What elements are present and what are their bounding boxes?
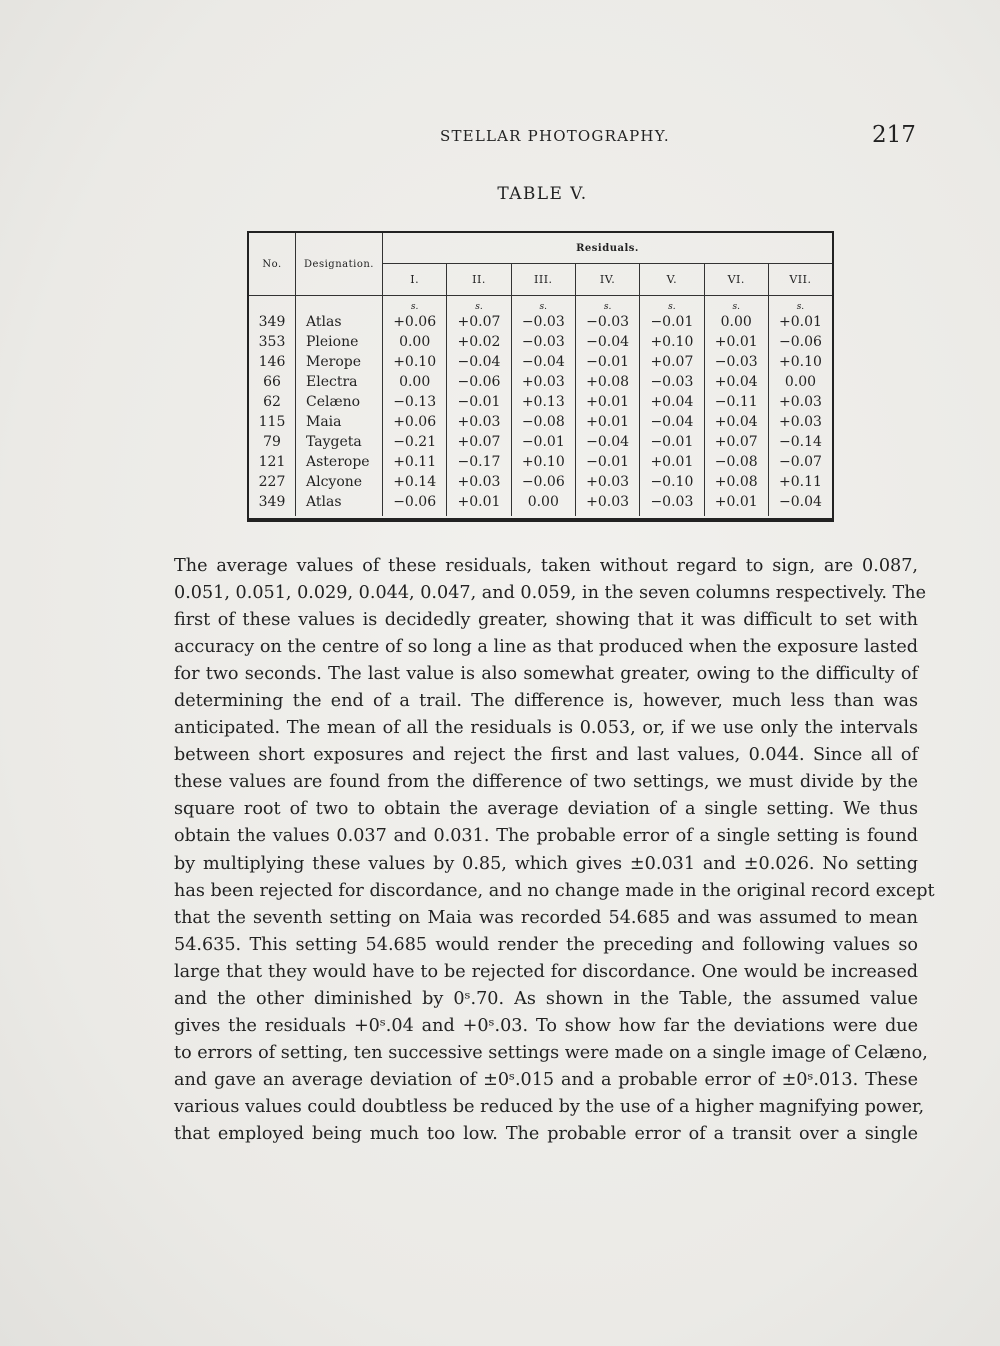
residual-value: −0.01 xyxy=(640,312,704,332)
residual-value: +0.03 xyxy=(575,472,639,492)
padding-cell xyxy=(249,512,296,516)
unit-row xyxy=(249,296,832,313)
residual-value: −0.01 xyxy=(447,392,511,412)
star-number: 146 xyxy=(249,352,296,372)
unit-label: s. xyxy=(383,296,447,313)
star-number: 349 xyxy=(249,492,296,512)
residual-value: +0.06 xyxy=(383,412,447,432)
unit-label: s. xyxy=(704,296,768,313)
residual-value: −0.01 xyxy=(575,352,639,372)
star-number: 79 xyxy=(249,432,296,452)
star-designation: Merope xyxy=(296,352,383,372)
text-line: first of these values is decidedly greater, showing that it was difficult to set with xyxy=(174,610,918,631)
text-line: for two seconds. The last value is also somewhat greater, owing to the difficulty of xyxy=(174,664,918,685)
residual-value: +0.02 xyxy=(447,332,511,352)
residual-value: +0.07 xyxy=(447,312,511,332)
text-line: 0.051, 0.051, 0.029, 0.044, 0.047, and 0.059, in the seven columns respectively. The xyxy=(174,583,927,604)
residual-value: +0.11 xyxy=(383,452,447,472)
residual-value: +0.10 xyxy=(640,332,704,352)
residual-value: 0.00 xyxy=(704,312,768,332)
residual-value: −0.04 xyxy=(575,332,639,352)
residual-value: 0.00 xyxy=(511,492,575,512)
running-title: STELLAR PHOTOGRAPHY. xyxy=(440,127,670,145)
residual-value: +0.03 xyxy=(447,472,511,492)
residual-value: −0.06 xyxy=(511,472,575,492)
unit-label: s. xyxy=(796,302,805,312)
text-line: by multiplying these values by 0.85, which gives ±0.031 and ±0.026. No setting xyxy=(174,853,918,874)
text-line: anticipated. The mean of all the residuals is 0.053, or, if we use only the intervals xyxy=(174,718,918,739)
residual-value: −0.04 xyxy=(575,432,639,452)
star-number: 115 xyxy=(249,412,296,432)
residual-value: −0.07 xyxy=(778,454,822,470)
residual-value: +0.07 xyxy=(704,432,768,452)
header-col-2: II. xyxy=(447,264,511,296)
star-number: 121 xyxy=(249,452,296,472)
text-line: and gave an average deviation of ±0ˢ.015 and a probable error of ±0ˢ.013. These xyxy=(174,1069,918,1090)
residual-value: +0.01 xyxy=(447,492,511,512)
text-line: various values could doubtless be reduced by the use of a higher magnifying power, xyxy=(174,1096,925,1117)
residual-value: +0.06 xyxy=(383,312,447,332)
table-row xyxy=(249,492,832,512)
star-designation: Alcyone xyxy=(296,472,383,492)
residual-value: +0.08 xyxy=(575,372,639,392)
text-line: that employed being much too low. The probable error of a transit over a single xyxy=(174,1123,918,1144)
text-line: obtain the values 0.037 and 0.031. The probable error of a single setting is found xyxy=(174,826,918,847)
header-col-3: III. xyxy=(511,264,575,296)
residual-value: +0.03 xyxy=(778,394,822,410)
table-row xyxy=(249,352,832,372)
star-designation: Electra xyxy=(296,372,383,392)
text-line: that the seventh setting on Maia was recorded 54.685 and was assumed to mean xyxy=(174,907,918,928)
residual-value: −0.04 xyxy=(447,352,511,372)
star-designation: Asterope xyxy=(296,452,383,472)
table-bottom-padding xyxy=(249,512,832,516)
residual-value: −0.01 xyxy=(640,432,704,452)
header-col-6: VI. xyxy=(704,264,768,296)
residual-value: −0.08 xyxy=(704,452,768,472)
text-line: to errors of setting, ten successive settings were made on a single image of Celæno, xyxy=(174,1042,928,1063)
unit-label: s. xyxy=(447,296,511,313)
residual-value: −0.03 xyxy=(575,312,639,332)
residuals-table-frame xyxy=(247,231,834,522)
padding-cell xyxy=(575,512,639,516)
residual-value: +0.04 xyxy=(704,412,768,432)
text-line: has been rejected for discordance, and no change made in the original record except xyxy=(174,880,935,901)
star-designation: Atlas xyxy=(296,312,383,332)
padding-cell xyxy=(296,512,383,516)
residual-value: 0.00 xyxy=(383,372,447,392)
residual-value: +0.07 xyxy=(640,352,704,372)
table-row xyxy=(249,392,832,412)
residual-value: +0.01 xyxy=(778,314,822,330)
text-line: gives the residuals +0ˢ.04 and +0ˢ.03. To show how far the deviations were due xyxy=(174,1015,918,1036)
residual-value: −0.11 xyxy=(704,392,768,412)
residual-value: −0.14 xyxy=(778,434,822,450)
star-designation: Maia xyxy=(296,412,383,432)
residual-value: +0.11 xyxy=(778,474,822,490)
residual-value: −0.03 xyxy=(511,332,575,352)
text-line: 54.635. This setting 54.685 would render the preceding and following values so xyxy=(174,934,918,955)
residual-value: +0.10 xyxy=(778,354,822,370)
residual-value: +0.01 xyxy=(704,492,768,512)
text-line: large that they would have to be rejected for discordance. One would be increased xyxy=(174,961,918,982)
residual-value: −0.03 xyxy=(640,492,704,512)
table-row xyxy=(249,372,832,392)
header-col-5: V. xyxy=(640,264,704,296)
residual-value: −0.08 xyxy=(511,412,575,432)
text-line: accuracy on the centre of so long a line as that produced when the exposure lasted xyxy=(174,637,918,658)
unit-label: s. xyxy=(640,296,704,313)
header-residuals: Residuals. xyxy=(383,233,833,264)
residual-value: +0.10 xyxy=(383,352,447,372)
residual-value: −0.06 xyxy=(447,372,511,392)
residual-value: +0.01 xyxy=(575,412,639,432)
residual-value: −0.10 xyxy=(640,472,704,492)
residual-value: −0.03 xyxy=(640,372,704,392)
residual-value: 0.00 xyxy=(383,332,447,352)
star-designation: Taygeta xyxy=(296,432,383,452)
residual-value: +0.01 xyxy=(640,452,704,472)
page-number: 217 xyxy=(872,122,916,148)
table-title: TABLE V. xyxy=(497,184,588,204)
unit-label: s. xyxy=(511,296,575,313)
text-line: The average values of these residuals, taken without regard to sign, are 0.087, xyxy=(174,556,918,576)
residual-value: −0.03 xyxy=(704,352,768,372)
star-number: 353 xyxy=(249,332,296,352)
residual-value: −0.04 xyxy=(511,352,575,372)
residual-value: −0.21 xyxy=(383,432,447,452)
star-number: 62 xyxy=(249,392,296,412)
text-line: determining the end of a trail. The difference is, however, much less than was xyxy=(174,691,918,712)
star-designation: Atlas xyxy=(296,492,383,512)
text-line: and the other diminished by 0ˢ.70. As shown in the Table, the assumed value xyxy=(174,988,918,1009)
table-row xyxy=(249,412,832,432)
body-paragraph xyxy=(174,553,935,1148)
header-col-7: VII. xyxy=(768,264,832,296)
residuals-table xyxy=(249,233,832,516)
unit-label: s. xyxy=(575,296,639,313)
star-designation: Pleione xyxy=(296,332,383,352)
header-col-4: IV. xyxy=(575,264,639,296)
table-row xyxy=(249,432,832,452)
residual-value: −0.04 xyxy=(778,494,822,510)
text-line: between short exposures and reject the first and last values, 0.044. Since all of xyxy=(174,745,918,766)
header-designation: Designation. xyxy=(296,233,383,296)
residual-value: −0.13 xyxy=(383,392,447,412)
star-number: 227 xyxy=(249,472,296,492)
table-row xyxy=(249,472,832,492)
residual-value: +0.03 xyxy=(778,414,822,430)
table-body xyxy=(249,296,832,517)
table-row xyxy=(249,312,832,332)
residual-value: +0.01 xyxy=(575,392,639,412)
padding-cell xyxy=(768,512,832,516)
residual-value: +0.03 xyxy=(575,492,639,512)
residual-value: +0.03 xyxy=(511,372,575,392)
residual-value: +0.04 xyxy=(640,392,704,412)
header-no: No. xyxy=(249,233,296,296)
padding-cell xyxy=(383,512,447,516)
residual-value: −0.06 xyxy=(383,492,447,512)
unit-spacer xyxy=(296,296,383,313)
residual-value: +0.07 xyxy=(447,432,511,452)
residual-value: −0.03 xyxy=(511,312,575,332)
text-line: these values are found from the difference of two settings, we must divide by the xyxy=(174,772,918,793)
table-row xyxy=(249,332,832,352)
padding-cell xyxy=(447,512,511,516)
header-col-1: I. xyxy=(383,264,447,296)
residual-value: +0.10 xyxy=(511,452,575,472)
residual-value: −0.01 xyxy=(575,452,639,472)
unit-spacer xyxy=(249,296,296,313)
table-row xyxy=(249,452,832,472)
residual-value: −0.04 xyxy=(640,412,704,432)
star-number: 349 xyxy=(249,312,296,332)
padding-cell xyxy=(511,512,575,516)
star-number: 66 xyxy=(249,372,296,392)
residual-value: 0.00 xyxy=(784,374,817,390)
residual-value: +0.13 xyxy=(511,392,575,412)
residual-value: +0.08 xyxy=(704,472,768,492)
padding-cell xyxy=(704,512,768,516)
residual-value: +0.01 xyxy=(704,332,768,352)
residual-value: −0.17 xyxy=(447,452,511,472)
residual-value: −0.06 xyxy=(778,334,822,350)
residual-value: −0.01 xyxy=(511,432,575,452)
text-line: square root of two to obtain the average deviation of a single setting. We thus xyxy=(174,799,918,820)
residual-value: +0.04 xyxy=(704,372,768,392)
star-designation: Celæno xyxy=(296,392,383,412)
residual-value: +0.03 xyxy=(447,412,511,432)
padding-cell xyxy=(640,512,704,516)
residual-value: +0.14 xyxy=(383,472,447,492)
